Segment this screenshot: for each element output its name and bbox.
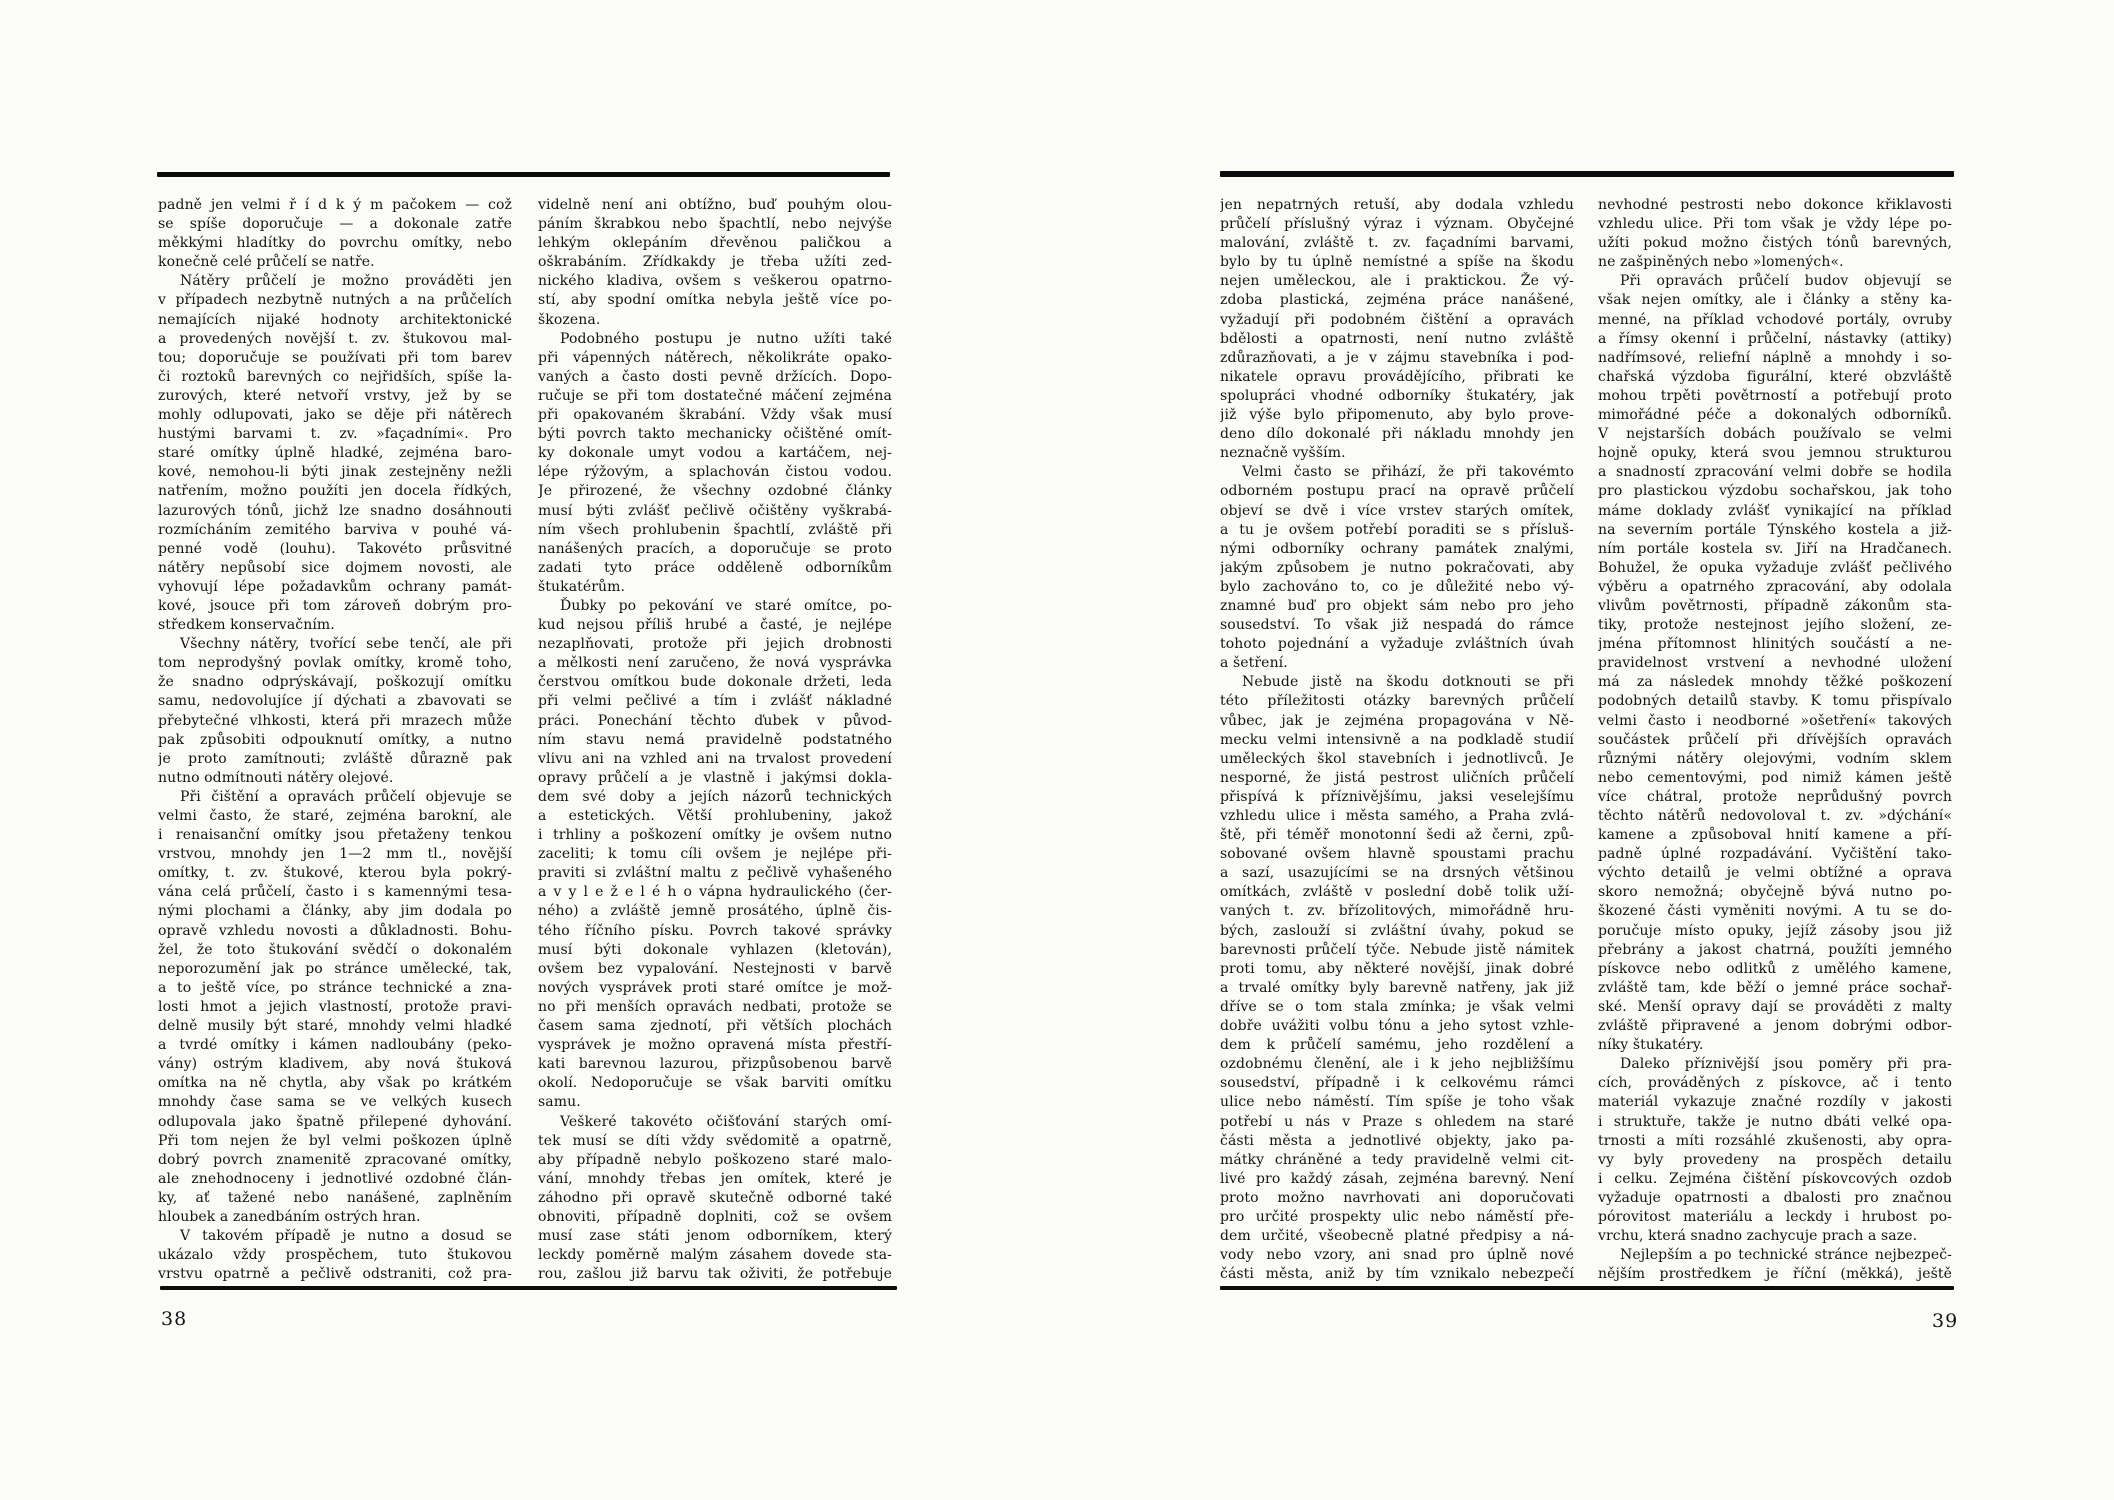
bottom-rule bbox=[160, 1286, 897, 1290]
page-number: 39 bbox=[1932, 1310, 1959, 1332]
text-line: součástek průčelí při dřívějších opravách bbox=[1598, 731, 1952, 748]
text-line: dobrý povrch znamenitě zpracované omítky, bbox=[158, 1151, 512, 1168]
text-line: Bohužel, že opuka vyžaduje zvlášť pečlivého bbox=[1598, 559, 1952, 576]
text-line: tého říčního písku. Povrch takové správky bbox=[538, 922, 892, 939]
text-line: bylo zachováno to, co je důležité nebo vý- bbox=[1220, 578, 1574, 595]
text-line: hustými barvami t. zv. »façadními«. Pro bbox=[158, 426, 512, 443]
text-line: poručuje místo opuky, jejíž zásoby jsou již bbox=[1598, 922, 1952, 939]
top-rule bbox=[1220, 171, 1954, 177]
text-line: lazurových tónů, jichž lze snadno dosáhnouti bbox=[158, 502, 512, 519]
text-line: Nejlepším a po technické stránce nejbezpeč- bbox=[1620, 1247, 1952, 1264]
text-line: spolupráci vhodné odborníky štukatéry, jak bbox=[1220, 387, 1574, 404]
text-line: při vápenných nátěrech, několikráte opako- bbox=[538, 349, 892, 366]
text-line: malování, zvláště t. zv. façadními barvami, bbox=[1220, 235, 1574, 252]
text-line: penné vodě (louhu). Takovéto průsvitné bbox=[158, 540, 512, 557]
text-line: Nebude jistě na škodu dotknouti se při bbox=[1242, 674, 1574, 691]
text-line: máme doklady zvlášť vynikající na příklad bbox=[1598, 502, 1952, 519]
text-line: leckdy poměrně malým zásahem dovede sta- bbox=[538, 1247, 892, 1264]
text-line: ky dokonale umyt vodou a kartáčem, nej- bbox=[538, 445, 892, 462]
text-line: či roztoků barevných co nejřidších, spíše la- bbox=[158, 368, 512, 385]
text-line: opravy průčelí a je vlastně i jakýmsi dokla- bbox=[538, 769, 892, 786]
text-line: práci. Ponechání těchto ďubek v původ- bbox=[538, 712, 892, 729]
text-line: samu. bbox=[538, 1094, 581, 1111]
text-line: V nejstarších dobách používalo se velmi bbox=[1598, 426, 1952, 443]
text-line: středkem konservačním. bbox=[158, 617, 335, 634]
text-line: kové, jsouce při tom zároveň dobrým pro- bbox=[158, 597, 512, 614]
text-line: ště, při téměř monotonní šedi až černi, způ- bbox=[1220, 827, 1574, 844]
text-line: skoro nemožná; obyčejně bývá nutno po- bbox=[1598, 884, 1952, 901]
text-line: je proto zamítnouti; zvláště důrazně pak bbox=[158, 750, 512, 767]
text-line: pro plastickou výzdobu sochařskou, jak toho bbox=[1598, 483, 1952, 500]
text-line: podobných detailů stavby. K tomu přispívalo bbox=[1598, 693, 1952, 710]
text-line: ovšem bez vypalování. Nestejnosti v barvě bbox=[538, 960, 892, 977]
text-line: a tu je ovšem potřebí poraditi se s přísluš- bbox=[1220, 521, 1574, 538]
text-line: delně musily být staré, mnohdy velmi hladké bbox=[158, 1018, 512, 1035]
text-line: páním škrabkou nebo špachtlí, nebo nejvýše bbox=[538, 216, 892, 233]
text-line: Při tom nejen že byl velmi poškozen úplně bbox=[158, 1132, 512, 1149]
text-line: vrstvu opatrně a pečlivě odstraniti, což pra- bbox=[158, 1266, 512, 1283]
text-line: neporozumění jak po stránce umělecké, tak, bbox=[158, 960, 512, 977]
text-line: uměleckých škol stavebních i jednotlivců. Je bbox=[1220, 750, 1574, 767]
text-line: ne zašpiněných nebo »lomených«. bbox=[1598, 254, 1844, 271]
text-line: samu, nedovolujíce jí dýchati a zbavovati se bbox=[158, 693, 512, 710]
text-line: natřením, možno použíti jen docela řídkých, bbox=[158, 483, 512, 500]
text-line: a v y l e ž e l é h o vápna hydraulického (čer- bbox=[538, 884, 892, 901]
text-line: materiál vykazuje značné rozdíly v jakosti bbox=[1598, 1094, 1952, 1111]
text-line: sousedství. To však již nespadá do rámce bbox=[1220, 617, 1574, 634]
text-line: mnohdy čase sama se ve velkých kusech bbox=[158, 1094, 512, 1111]
text-line: vzhledu ulice i města samého, a Praha zvlá- bbox=[1220, 808, 1574, 824]
text-line: ručuje se při tom dostatečné máčení zejména bbox=[538, 387, 892, 404]
text-line: nutno odmítnouti nátěry olejové. bbox=[158, 769, 394, 786]
text-line: zaceliti; k tomu cíli ovšem je nejlépe při- bbox=[538, 846, 892, 863]
text-line: pískovce nebo odlitků z umělého kamene, bbox=[1598, 960, 1952, 977]
text-line: vody nebo vzory, ani snad pro úplně nové bbox=[1220, 1247, 1574, 1264]
text-line: sousedství, případně i k celkovému rámci bbox=[1220, 1075, 1574, 1092]
text-line: průčelí příslušný výraz i význam. Obyčejné bbox=[1220, 216, 1574, 233]
text-line: pro určité prospekty ulic nebo náměstí pře- bbox=[1220, 1208, 1574, 1225]
text-line: bylo by tu úplně nemístné a spíše na škodu bbox=[1220, 254, 1574, 271]
text-line: odlupovala jako špatně přilepené dyhování. bbox=[158, 1113, 512, 1130]
text-line: i renaisanční omítky jsou přetaženy tenkou bbox=[158, 827, 512, 844]
text-line: však nejen omítky, ale i články a stěny ka- bbox=[1598, 292, 1952, 309]
text-line: vrchu, která snadno zachycuje prach a saze. bbox=[1598, 1228, 1918, 1245]
text-line: Při opravách průčelí budov objevují se bbox=[1620, 273, 1952, 290]
text-line: nebo cementovými, pod nimiž kámen ještě bbox=[1598, 769, 1952, 786]
text-line: kud nejsou příliš hrubé a časté, je nejlépe bbox=[538, 617, 892, 634]
text-line: V takovém případě je nutno a dosud se bbox=[180, 1228, 512, 1245]
text-line: ním všech prohlubenin špachtlí, zvláště při bbox=[538, 521, 892, 538]
text-line: ním stavu nemá pravidelně podstatného bbox=[538, 731, 892, 748]
text-line: velmi často, že staré, zejména barokní, ale bbox=[158, 808, 512, 824]
text-line: zurových, které netvoří vrstvy, jež by se bbox=[158, 387, 512, 404]
text-line: padně jen velmi ř í d k ý m pačokem — což bbox=[158, 197, 512, 213]
text-line: přebrány a jakost chatrná, použíti jemného bbox=[1598, 941, 1952, 958]
text-line: okolí. Nedoporučuje se však barviti omítku bbox=[538, 1075, 892, 1092]
text-line: přispívá k příznivějšímu, jaksi veselejšímu bbox=[1220, 788, 1574, 805]
text-line: vlivům povětrnosti, případně zákonům sta- bbox=[1598, 597, 1952, 614]
text-line: dříve se o tom stala zmínka; je však velmi bbox=[1220, 998, 1574, 1015]
text-line: zdoba plastická, zejména práce nanášené, bbox=[1220, 292, 1574, 309]
text-line: vány) ostrým kladivem, aby nová štuková bbox=[158, 1056, 512, 1073]
text-line: musí býti dokonale vyhlazen (kletován), bbox=[538, 941, 892, 958]
text-line: a římsy okenní i průčelní, nástavky (attiky) bbox=[1598, 330, 1952, 347]
text-line: pórovitost materiálu a leckdy i hrubost po- bbox=[1598, 1208, 1952, 1225]
text-line: omítky, t. zv. štukové, kterou byla pokrý- bbox=[158, 865, 512, 882]
text-column bbox=[538, 196, 892, 1288]
text-line: ním portále kostela sv. Jiří na Hradčanech. bbox=[1598, 540, 1952, 557]
text-line: musí býti zvlášť pečlivě očištěny vyškrabá- bbox=[538, 502, 892, 519]
text-line: nadřímsové, reliefní náplně a mnohdy i so- bbox=[1598, 349, 1952, 366]
text-line: vrstvou, mnohdy jen 1—2 mm tl., novější bbox=[158, 846, 512, 863]
text-line: pravidelnost vrstvení a nevhodné uložení bbox=[1598, 655, 1952, 672]
text-line: kamene a způsoboval hnití kamene a pří- bbox=[1598, 827, 1952, 844]
text-line: tom neprodyšný povlak omítky, kromě toho, bbox=[158, 655, 512, 672]
text-line: zvláště tam, kde běží o jemné práce sochař- bbox=[1598, 979, 1952, 996]
text-line: Daleko příznivější jsou poměry při pra- bbox=[1620, 1056, 1952, 1073]
text-line: Veškeré takovéto očišťování starých omí- bbox=[560, 1113, 892, 1130]
text-line: býti povrch takto mechanicky očištěné omít- bbox=[538, 426, 892, 443]
text-line: ale znehodnoceny i jednotlivé ozdobné člán- bbox=[158, 1170, 512, 1187]
text-line: ské. Menší opravy dají se prováděti z malty bbox=[1598, 998, 1952, 1015]
text-line: sobované ovšem hlavně spoustami prachu bbox=[1220, 846, 1574, 863]
text-line: kati barevnou lazurou, přizpůsobenou barvě bbox=[538, 1056, 892, 1073]
text-line: rozmícháním zemitého barviva v pouhé vá- bbox=[158, 521, 512, 538]
text-line: vyhovují lépe požadavkům ochrany památ- bbox=[158, 578, 512, 595]
text-line: škozené části vyměniti novými. A tu se do- bbox=[1598, 903, 1952, 920]
text-line: části města, aniž by tím vznikalo nebezpečí bbox=[1220, 1266, 1574, 1283]
text-line: škozena. bbox=[538, 311, 601, 328]
text-line: výběru a opatrného zpracování, aby odolala bbox=[1598, 578, 1952, 595]
text-line: hojně opuky, která svou jemnou strukturou bbox=[1598, 445, 1952, 462]
text-line: a snadností zpracování velmi dobře se hodila bbox=[1598, 464, 1952, 481]
text-line: vysprávek je možno opravená místa přestří- bbox=[538, 1037, 892, 1054]
text-line: a sazí, usazujícími se na drsných většinou bbox=[1220, 865, 1574, 882]
text-line: musí zase státi jenom odborníkem, který bbox=[538, 1228, 892, 1245]
text-line: hloubek a zanedbáním ostrých hran. bbox=[158, 1208, 421, 1225]
text-line: tiky, protože nestejnost jejího složení, ze- bbox=[1598, 617, 1952, 634]
text-line: vaných t. zv. břízolitových, mimořádně hru- bbox=[1220, 903, 1574, 920]
text-line: ukázalo vždy prospěchem, tuto štukovou bbox=[158, 1247, 512, 1264]
text-line: dem určité, všeobecně platné předpisy a ná- bbox=[1220, 1228, 1574, 1245]
text-line: vání, mnohdy třebas jen omítek, které je bbox=[538, 1170, 892, 1187]
text-line: a provedených novější t. zv. štukovou mal- bbox=[158, 330, 512, 347]
text-line: losti hmot a jejich vlastností, protože pravi- bbox=[158, 998, 512, 1015]
text-line: nějším prostředkem je říční (měkká), ještě bbox=[1598, 1266, 1952, 1283]
text-line: kové, nemohou-li býti jinak zestejněny nežli bbox=[158, 464, 512, 481]
text-line: zadati tyto práce odděleně odborníkům bbox=[538, 559, 892, 576]
text-line: bdělosti a opatrnosti, není nutno zvláště bbox=[1220, 330, 1574, 347]
text-line: Je přirozené, že všechny ozdobné články bbox=[538, 483, 892, 500]
bottom-rule bbox=[1220, 1286, 1954, 1290]
text-line: Všechny nátěry, tvořící sebe tenčí, ale při bbox=[180, 636, 512, 653]
text-line: i celku. Zejména čištění pískovcových ozdob bbox=[1598, 1170, 1952, 1187]
text-line: omítka na ně chytla, aby však po krátkém bbox=[158, 1075, 512, 1092]
text-line: opravě vzhledu novosti a důkladnosti. Bohu- bbox=[158, 922, 512, 939]
text-line: mimořádné péče a dokonalých odborníků. bbox=[1598, 407, 1952, 424]
text-line: tou; doporučuje se používati při tom barev bbox=[158, 349, 512, 366]
text-line: vůbec, jak je zejména propagována v Ně- bbox=[1220, 712, 1574, 729]
text-line: výchto detailů je velmi obtížné a oprava bbox=[1598, 865, 1952, 882]
text-line: ky, ať tažené nebo nanášené, zaplněním bbox=[158, 1189, 512, 1206]
text-line: bých, zaslouží si zvláštní úvahy, pokud se bbox=[1220, 922, 1574, 939]
text-line: a to ještě více, po stránce technické a zna- bbox=[158, 979, 512, 996]
text-line: nejen uměleckou, ale i praktickou. Že vý- bbox=[1220, 273, 1574, 290]
text-line: livé pro každý zásah, zejména barevný. Není bbox=[1220, 1170, 1574, 1187]
text-line: vyžadují při podobném čištění a opravách bbox=[1220, 311, 1574, 328]
text-column bbox=[158, 196, 512, 1288]
text-line: štukatérům. bbox=[538, 578, 626, 595]
text-line: potřebí u nás v Praze s ohledem na staré bbox=[1220, 1113, 1574, 1130]
text-line: barevnosti průčelí týče. Nebude jistě námitek bbox=[1220, 941, 1574, 958]
text-line: a šetření. bbox=[1220, 655, 1288, 672]
text-line: ozdobnému členění, ale i k jeho nejbližšímu bbox=[1220, 1056, 1574, 1073]
text-line: staré omítky úplně hladké, zejména baro- bbox=[158, 445, 512, 462]
text-line: různými nátěry olejovými, vodním sklem bbox=[1598, 750, 1952, 767]
text-line: lehkým oklepáním dřevěnou paličkou a bbox=[538, 235, 892, 252]
text-line: nevhodné pestrosti nebo dokonce křiklavosti bbox=[1598, 197, 1952, 213]
text-line: vzhledu ulice. Při tom však je vždy lépe po- bbox=[1598, 216, 1952, 233]
text-line: mohly odlupovati, jako se děje při nátěrech bbox=[158, 407, 512, 424]
text-line: jen nepatrných retuší, aby dodala vzhledu bbox=[1220, 197, 1574, 213]
text-line: oškrabáním. Zřídkakdy je třeba užíti zed- bbox=[538, 254, 892, 271]
text-line: nátěry nepůsobí sice dojmem novosti, ale bbox=[158, 559, 512, 576]
text-line: Nátěry průčelí je možno prováděti jen bbox=[180, 273, 512, 290]
text-line: záhodno při opravě skutečně odborné také bbox=[538, 1189, 892, 1206]
text-line: tohoto pojednání a vyžaduje zvláštních úvah bbox=[1220, 636, 1574, 653]
text-line: velmi často i neodborné »ošetření« takových bbox=[1598, 712, 1952, 729]
text-line: mohou trpěti povětrností a potřebují proto bbox=[1598, 387, 1952, 404]
page-right bbox=[1057, 0, 2114, 1500]
text-line: mecku velmi intensivně a na podkladě studií bbox=[1220, 731, 1574, 748]
text-line: odborném postupu prací na opravě průčelí bbox=[1220, 483, 1574, 500]
text-line: dem k průčelí samému, jeho rozdělení a bbox=[1220, 1037, 1574, 1054]
text-line: nými plochami a články, aby jim dodala po bbox=[158, 903, 512, 920]
text-line: jména přítomnost hlinitých součástí a ne- bbox=[1598, 636, 1952, 653]
text-line: pak způsobiti odpouknutí omítky, a nutno bbox=[158, 731, 512, 748]
text-line: trnosti a míti rozsáhlé zkušenosti, aby opra- bbox=[1598, 1132, 1952, 1149]
text-line: přebytečné vlhkosti, která při mrazech může bbox=[158, 712, 512, 729]
text-line: ného) a zvláště jemně prosátého, úplně čis- bbox=[538, 903, 892, 920]
text-line: i struktuře, takže je nutno dbáti velké opa- bbox=[1598, 1113, 1952, 1130]
text-line: dem své doby a jejích názorů technických bbox=[538, 788, 892, 805]
text-line: dobře uvážiti volbu tónu a jeho sytost vzhle- bbox=[1220, 1018, 1574, 1035]
text-line: praviti si zvláštní maltu z pečlivě vyhašeného bbox=[538, 865, 892, 882]
text-line: Ďubky po pekování ve staré omítce, po- bbox=[560, 597, 892, 614]
text-line: znamné buď pro objekt sám nebo pro jeho bbox=[1220, 597, 1574, 614]
text-line: no při menších opravách nedbati, protože se bbox=[538, 998, 892, 1015]
text-line: nesporné, že jistá pestrost uličních průčelí bbox=[1220, 769, 1574, 786]
text-line: padně úplné rozpadávání. Vyčištění tako- bbox=[1598, 846, 1952, 863]
text-line: při velmi pečlivé a tím i zvlášť nákladné bbox=[538, 693, 892, 710]
text-line: užíti pokud možno čistých tónů barevných, bbox=[1598, 235, 1952, 252]
page-number: 38 bbox=[161, 1308, 188, 1330]
text-line: nického kladiva, ovšem s veškerou opatrno- bbox=[538, 273, 892, 290]
text-line: níky štukatéry. bbox=[1598, 1037, 1704, 1054]
text-line: videlně není ani obtížno, buď pouhým olou- bbox=[538, 197, 892, 213]
text-line: deno dílo dokonalé při nákladu mnohdy jen bbox=[1220, 426, 1574, 443]
text-line: že snadno odprýskávají, poškozují omítku bbox=[158, 674, 512, 691]
text-line: nezaplňovati, protože při jejich drobnosti bbox=[538, 636, 892, 653]
text-line: tek musí se díti vždy svědomitě a opatrně, bbox=[538, 1132, 892, 1149]
text-line: má za následek mnohdy těžké poškození bbox=[1598, 674, 1952, 691]
text-line: nemajících nijaké hodnoty architektonické bbox=[158, 311, 512, 328]
top-rule bbox=[157, 172, 890, 177]
text-line: aby případně nebylo poškozeno staré malo- bbox=[538, 1151, 892, 1168]
text-line: rou, zašlou již barvu tak oživiti, že potřebuje bbox=[538, 1266, 892, 1283]
text-line: Podobného postupu je nutno užíti také bbox=[560, 330, 892, 347]
text-column bbox=[1598, 196, 1952, 1288]
text-line: nými odborníky ochrany památek znalými, bbox=[1220, 540, 1574, 557]
text-line: při opakovaném škrabání. Vždy však musí bbox=[538, 407, 892, 424]
text-line: cích, prováděných z pískovce, ač i tento bbox=[1598, 1075, 1952, 1092]
text-line: v případech nezbytně nutných a na průčelích bbox=[158, 292, 512, 309]
text-line: části města a jednotlivé objekty, jako pa- bbox=[1220, 1132, 1574, 1149]
text-line: mátky chráněné a tedy pravidelně velmi cit- bbox=[1220, 1151, 1574, 1168]
text-line: Při čištění a opravách průčelí objevuje se bbox=[180, 788, 512, 805]
text-line: konečně celé průčelí se natře. bbox=[158, 254, 375, 271]
text-line: této příležitosti otázky barevných průčelí bbox=[1220, 693, 1574, 710]
text-line: neznačně vyšším. bbox=[1220, 445, 1346, 462]
text-line: vaných a často dosti pevně držících. Dopo- bbox=[538, 368, 892, 385]
text-line: a mělkosti není zaručeno, že nová vysprávka bbox=[538, 655, 892, 672]
text-line: chařská výzdoba figurální, které obzvláště bbox=[1598, 368, 1952, 385]
text-line: objeví se dvě i více vrstev starých omítek, bbox=[1220, 502, 1574, 519]
text-line: již výše bylo připomenuto, aby bylo prove- bbox=[1220, 407, 1574, 424]
text-line: Velmi často se přihází, že při takovémto bbox=[1242, 464, 1574, 481]
text-line: časem sama zjednotí, při větších plochách bbox=[538, 1018, 892, 1035]
text-line: na severním portále Týnského kostela a již- bbox=[1598, 521, 1952, 538]
text-line: a trvalé omítky byly barevně natřeny, jak již bbox=[1220, 979, 1574, 996]
text-line: stí, aby spodní omítka nebyla ještě více po- bbox=[538, 292, 892, 309]
text-line: se spíše doporučuje — a dokonale zatře bbox=[158, 216, 512, 233]
text-line: i trhliny a poškození omítky je ovšem nutno bbox=[538, 827, 892, 844]
text-column bbox=[1220, 196, 1574, 1288]
text-line: jakým způsobem je nutno pokračovati, aby bbox=[1220, 559, 1574, 576]
text-line: zdůrazňovati, a je v zájmu stavebníka i pod- bbox=[1220, 349, 1574, 366]
text-line: žel, že toto štukování svědčí o dokonalém bbox=[158, 941, 512, 958]
text-line: vlivu ani na vzhled ani na trvalost provedení bbox=[538, 750, 892, 767]
text-line: obnoviti, případně doplniti, což se ovšem bbox=[538, 1208, 892, 1225]
text-line: menné, na příklad vchodové portály, ovruby bbox=[1598, 311, 1952, 328]
text-line: proti tomu, aby některé novější, jinak dobré bbox=[1220, 960, 1574, 977]
text-line: lépe rýžovým, a splachován čistou vodou. bbox=[538, 464, 892, 481]
text-line: omítkách, zvláště v poslední době tolik uží- bbox=[1220, 884, 1574, 901]
text-line: vána celá průčelí, často i s kamennými tesa- bbox=[158, 884, 512, 901]
text-line: měkkými hladítky do povrchu omítky, nebo bbox=[158, 235, 512, 252]
text-line: nanášených pracích, a doporučuje se proto bbox=[538, 540, 892, 557]
text-line: vyžaduje opatrnosti a dbalosti pro značnou bbox=[1598, 1189, 1952, 1206]
text-line: nikatele opravu provádějícího, přibrati ke bbox=[1220, 368, 1574, 385]
text-line: zvláště připravené a jenom dobrými odbor- bbox=[1598, 1018, 1952, 1035]
text-line: a estetických. Větší prohlubeniny, jakož bbox=[538, 808, 892, 824]
text-line: ulice nebo náměstí. Tím spíše je toho však bbox=[1220, 1094, 1574, 1111]
text-line: nových vysprávek proti staré omítce je mož- bbox=[538, 979, 892, 996]
text-line: čerstvou omítkou bude dokonale držeti, leda bbox=[538, 674, 892, 691]
text-line: těchto nátěrů nedovoloval t. zv. »dýchání« bbox=[1598, 808, 1952, 824]
text-line: více chátral, protože neprůdušný povrch bbox=[1598, 788, 1952, 805]
text-line: proto možno navrhovati ani doporučovati bbox=[1220, 1189, 1574, 1206]
text-line: vy byly provedeny na prospěch detailu bbox=[1598, 1151, 1952, 1168]
text-line: a tvrdé omítky i kámen nadloubány (peko- bbox=[158, 1037, 512, 1054]
